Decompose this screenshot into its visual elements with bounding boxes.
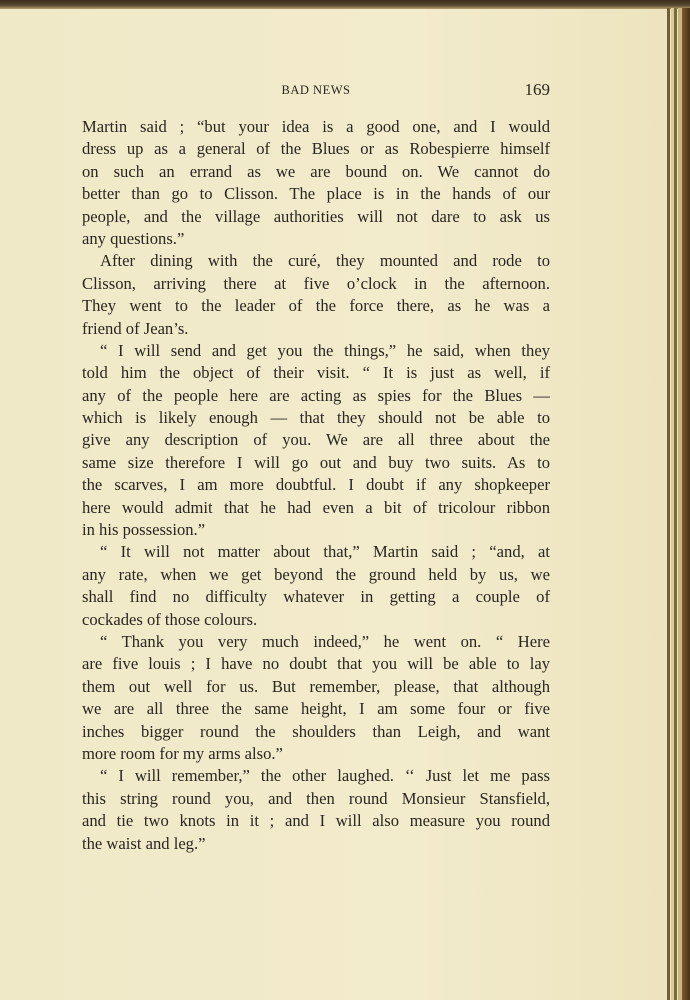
text-line: we are all three the same height, I am some four or five: [82, 699, 550, 719]
text-line: cockades of those colours.: [82, 609, 258, 629]
text-line: told him the object of their visit. “ It is just as well, if: [82, 363, 550, 383]
page-number: 169: [524, 80, 550, 99]
text-line: in his possession.”: [82, 520, 206, 540]
text-line: friend of Jean’s.: [82, 318, 189, 338]
text-line: more room for my arms also.”: [82, 743, 283, 763]
text-line: “ I will send and get you the things,” he said, when they: [100, 340, 550, 360]
text-line: them out well for us. But remember, please, that although: [82, 676, 550, 696]
text-line: After dining with the curé, they mounted and rode to: [100, 251, 550, 271]
text-line: Clisson, arriving there at five o’clock in the afternoon.: [82, 273, 550, 293]
text-line: any of the people here are acting as spies for the Blues —: [82, 385, 550, 405]
running-head-title: BAD NEWS: [281, 83, 351, 97]
text-line: inches bigger round the shoulders than Leigh, and want: [82, 721, 550, 741]
page-top-edge: [0, 0, 690, 9]
text-line: any questions.”: [82, 228, 185, 248]
running-header: [82, 80, 550, 102]
text-line: this string round you, and then round Monsieur Stansfield,: [82, 788, 550, 808]
text-line: people, and the village authorities will not dare to ask us: [82, 206, 550, 226]
text-line: shall find no difficulty whatever in getting a couple of: [82, 587, 550, 607]
text-line: “ I will remember,” the other laughed. ‘‘ Just let me pass: [100, 766, 550, 786]
text-line: same size therefore I will go out and buy two suits. As to: [82, 452, 550, 472]
text-line: any rate, when we get beyond the ground held by us, we: [82, 564, 550, 584]
text-line: “ It will not matter about that,” Martin said ; “and, at: [100, 542, 550, 562]
text-line: the waist and leg.”: [82, 833, 206, 853]
text-line: which is likely enough — that they should not be able to: [82, 408, 550, 428]
text-line: dress up as a general of the Blues or as Robespierre himself: [82, 139, 550, 159]
text-line: here would admit that he had even a bit of tricolour ribbon: [82, 497, 550, 517]
text-line: give any description of you. We are all three about the: [82, 430, 550, 450]
text-line: and tie two knots in it ; and I will also measure you round: [82, 811, 550, 831]
body-text: [82, 116, 550, 855]
text-line: They went to the leader of the force there, as he was a: [82, 296, 550, 316]
text-line: the scarves, I am more doubtful. I doubt if any shopkeeper: [82, 475, 550, 495]
page-edge: [682, 8, 690, 1000]
text-line: better than go to Clisson. The place is in the hands of our: [82, 184, 550, 204]
page-edge: [667, 8, 670, 1000]
text-line: Martin said ; “but your idea is a good one, and I would: [82, 117, 550, 136]
text-line: are five louis ; I have no doubt that you will be able to lay: [82, 654, 550, 674]
text-line: “ Thank you very much indeed,” he went on. “ Here: [100, 631, 550, 651]
text-line: on such an errand as we are bound on. We cannot do: [82, 161, 550, 181]
page-edge: [674, 8, 677, 1000]
